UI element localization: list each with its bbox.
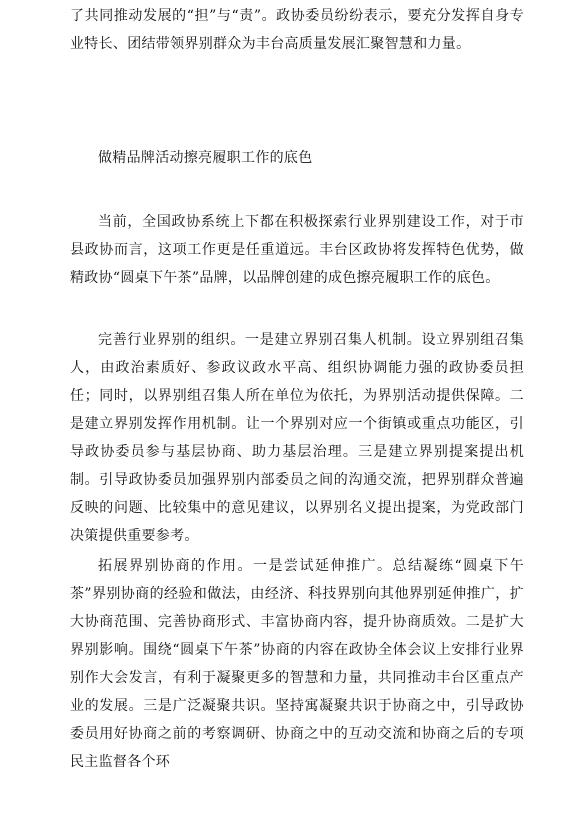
paragraph-organization: 完善行业界别的组织。一是建立界别召集人机制。设立界别组召集人，由政治素质好、参政议政水平高、组织协调能力强的政协委员担任；同时，以界别组召集人所在单位为依托，为界别活动提供保障。二是建立界别发挥作用机制。让一个界别对应一个街镇或重点功能区，引导政协委员参与基层协商、助力基层治理。三是建立界别提案提出机制。引导政协委员加强界别内部委员之间的沟通交流，把界别群众普遍反映的问题、比较集中的意见建议，以界别名义提出提案，为党政部门决策提供重要参考。: [70, 332, 524, 544]
section-heading: 做精品牌活动擦亮履职工作的底色: [98, 150, 313, 166]
paragraph-consultation: 拓展界别协商的作用。一是尝试延伸推广。总结凝练“圆桌下午茶”界别协商的经验和做法，由经济、科技界别向其他界别延伸推广，扩大协商范围、完善协商形式、丰富协商内容，提升协商质效。二是扩大界别影响。围绕“圆桌下午茶”协商的内容在政协全体会议上安排行业界别作大会发言，有利于凝聚更多的智慧和力量，共同推动丰台区重点产业的发展。三是广泛凝聚共识。坚持寓凝聚共识于协商之中，引导政协委员用好协商之前的考察调研、协商之中的互动交流和协商之后的专项民主监督各个环: [70, 558, 524, 770]
paragraph-continuation: 了共同推动发展的“担”与“责”。政协委员纷纷表示，要充分发挥自身专业特长、团结带领界别群众为丰台高质量发展汇聚智慧和力量。: [70, 8, 524, 52]
paragraph-intro: 当前，全国政协系统上下都在积极探索行业界别建设工作，对于市县政协而言，这项工作更是任重道远。丰台区政协将发挥特色优势，做精政协“圆桌下午茶”品牌，以品牌创建的成色擦亮履职工作的底色。: [70, 214, 524, 286]
